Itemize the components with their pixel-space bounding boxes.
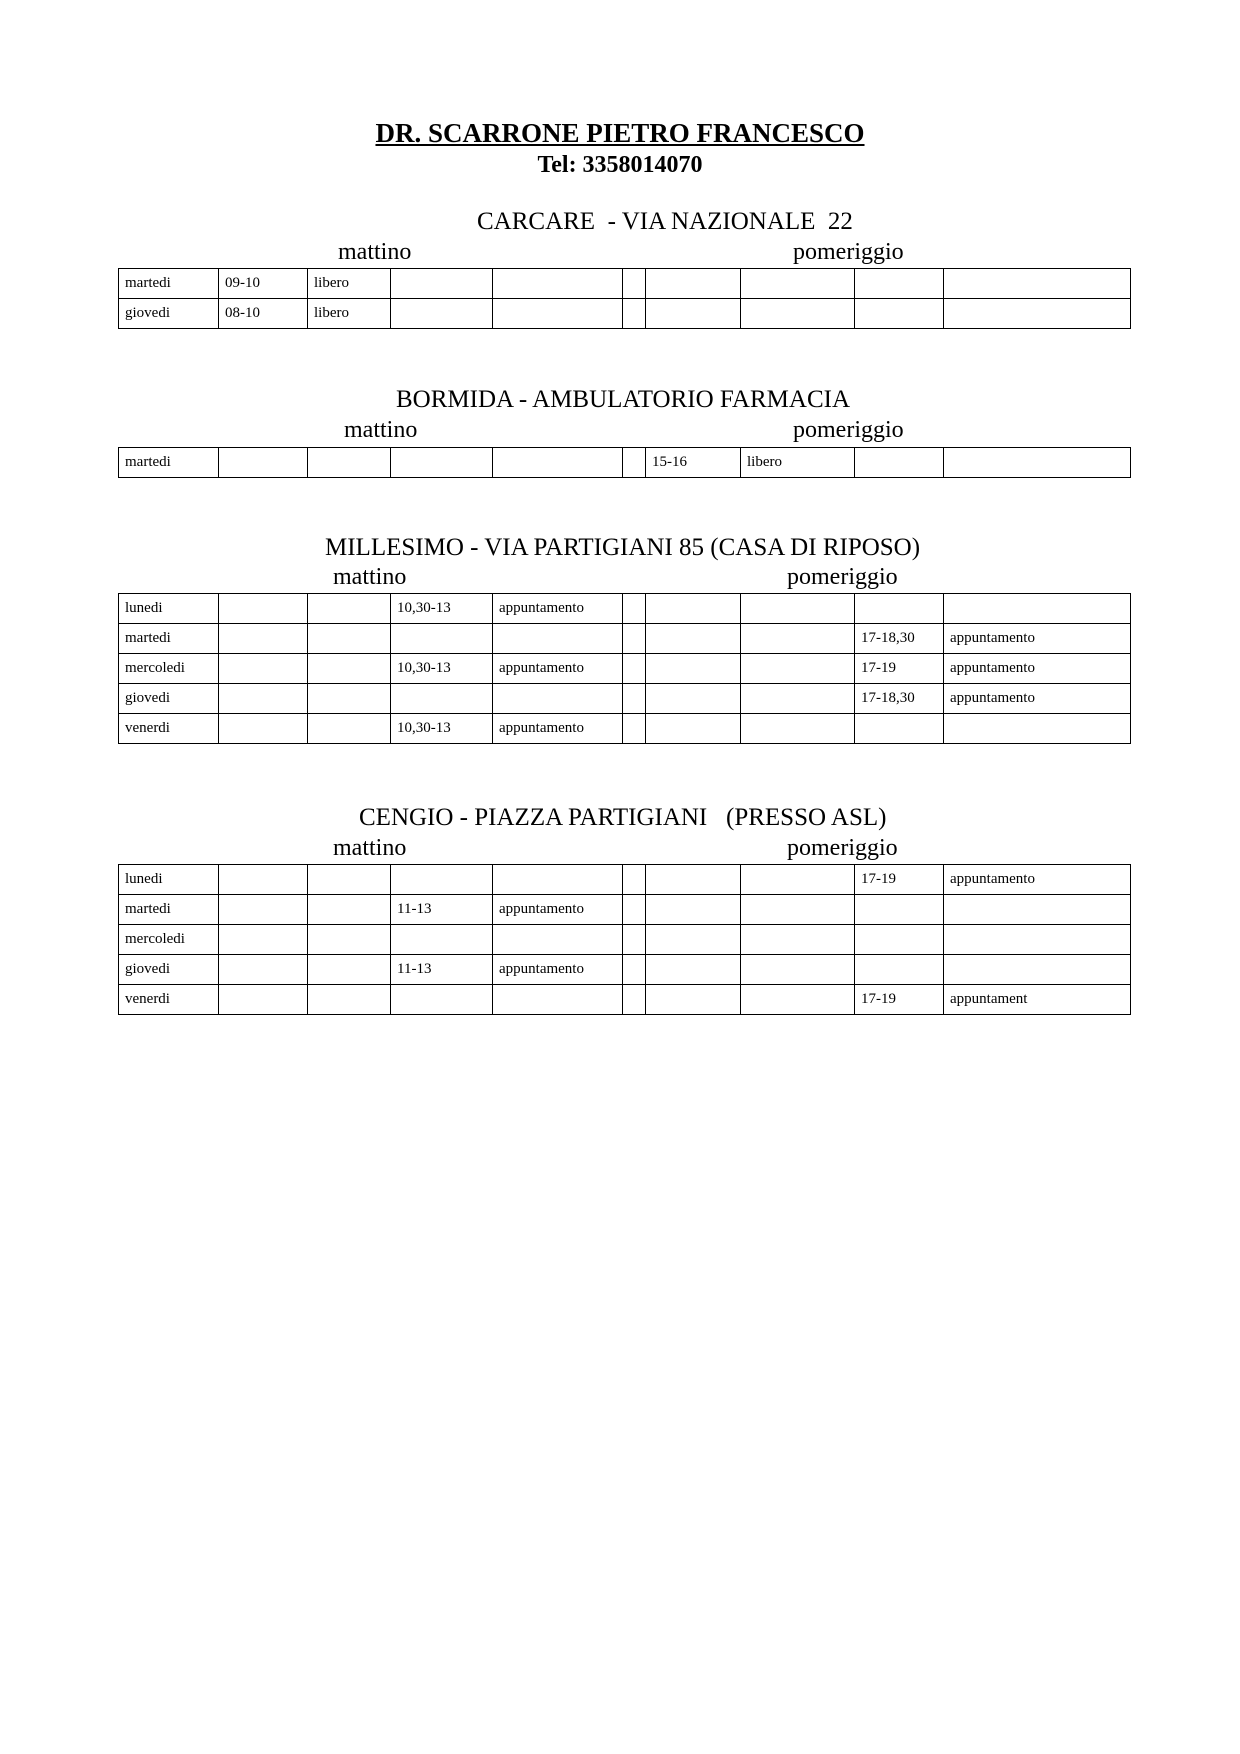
slot1-type-cell xyxy=(308,714,391,744)
table-row xyxy=(119,684,1131,714)
slot1-time-cell xyxy=(219,714,308,744)
slot1-time-cell xyxy=(219,925,308,955)
slot3-type-cell xyxy=(741,269,855,299)
slot4-type-cell: appuntamento xyxy=(944,865,1131,895)
day-cell: venerdi xyxy=(119,714,219,744)
day-cell: mercoledi xyxy=(119,654,219,684)
table-row xyxy=(119,985,1131,1015)
section-title-millesimo: MILLESIMO - VIA PARTIGIANI 85 (CASA DI RIPOSO) xyxy=(325,534,921,561)
slot4-time-cell: 17-19 xyxy=(855,654,944,684)
slot4-type-cell: appuntamento xyxy=(944,654,1131,684)
slot4-time-cell xyxy=(855,299,944,329)
table-row xyxy=(119,654,1131,684)
table-row xyxy=(119,269,1131,299)
slot4-time-cell xyxy=(855,714,944,744)
slot2-type-cell: appuntamento xyxy=(493,594,623,624)
slot1-type-cell xyxy=(308,925,391,955)
slot4-time-cell xyxy=(855,269,944,299)
slot2-time-cell: 11-13 xyxy=(391,895,493,925)
slot1-time-cell: 09-10 xyxy=(219,269,308,299)
slot3-time-cell xyxy=(646,299,741,329)
slot2-type-cell: appuntamento xyxy=(493,895,623,925)
slot1-type-cell xyxy=(308,985,391,1015)
morning-label: mattino xyxy=(338,239,412,265)
slot3-time-cell xyxy=(646,714,741,744)
spacer-cell xyxy=(623,955,646,985)
table-row xyxy=(119,299,1131,329)
slot2-type-cell xyxy=(493,624,623,654)
table-row xyxy=(119,624,1131,654)
slot3-time-cell xyxy=(646,985,741,1015)
slot2-time-cell xyxy=(391,865,493,895)
slot4-time-cell: 17-19 xyxy=(855,985,944,1015)
schedule-table-millesimo xyxy=(118,593,1131,744)
slot1-time-cell xyxy=(219,448,308,478)
phone-number: Tel: 3358014070 xyxy=(537,152,703,178)
table-row xyxy=(119,925,1131,955)
slot1-time-cell xyxy=(219,895,308,925)
slot1-time-cell xyxy=(219,985,308,1015)
slot2-time-cell: 11-13 xyxy=(391,955,493,985)
slot4-type-cell xyxy=(944,925,1131,955)
day-cell: martedi xyxy=(119,624,219,654)
slot4-type-cell: appuntament xyxy=(944,985,1131,1015)
slot3-type-cell xyxy=(741,955,855,985)
day-cell: giovedi xyxy=(119,299,219,329)
day-cell: venerdi xyxy=(119,985,219,1015)
spacer-cell xyxy=(623,448,646,478)
slot1-time-cell xyxy=(219,684,308,714)
afternoon-label: pomeriggio xyxy=(787,835,898,861)
slot1-type-cell xyxy=(308,895,391,925)
schedule-table-carcare xyxy=(118,268,1131,329)
slot1-time-cell xyxy=(219,624,308,654)
slot3-time-cell xyxy=(646,269,741,299)
slot3-type-cell xyxy=(741,624,855,654)
spacer-cell xyxy=(623,654,646,684)
spacer-cell xyxy=(623,299,646,329)
slot3-time-cell xyxy=(646,925,741,955)
spacer-cell xyxy=(623,624,646,654)
slot3-time-cell xyxy=(646,955,741,985)
slot3-time-cell xyxy=(646,594,741,624)
slot3-time-cell xyxy=(646,865,741,895)
spacer-cell xyxy=(623,269,646,299)
slot2-time-cell xyxy=(391,269,493,299)
day-cell: lunedi xyxy=(119,865,219,895)
slot4-type-cell xyxy=(944,594,1131,624)
day-cell: martedi xyxy=(119,269,219,299)
slot4-time-cell: 17-19 xyxy=(855,865,944,895)
afternoon-label: pomeriggio xyxy=(793,239,904,265)
slot2-type-cell xyxy=(493,299,623,329)
spacer-cell xyxy=(623,684,646,714)
slot2-type-cell xyxy=(493,865,623,895)
slot2-time-cell: 10,30-13 xyxy=(391,714,493,744)
table-row xyxy=(119,448,1131,478)
slot1-type-cell xyxy=(308,684,391,714)
slot3-time-cell: 15-16 xyxy=(646,448,741,478)
slot2-time-cell xyxy=(391,448,493,478)
slot4-type-cell xyxy=(944,895,1131,925)
slot4-time-cell xyxy=(855,448,944,478)
slot1-type-cell xyxy=(308,448,391,478)
spacer-cell xyxy=(623,594,646,624)
slot3-type-cell xyxy=(741,865,855,895)
schedule-table-bormida xyxy=(118,447,1131,478)
day-cell: martedi xyxy=(119,448,219,478)
slot4-time-cell: 17-18,30 xyxy=(855,624,944,654)
table-row xyxy=(119,594,1131,624)
slot4-time-cell xyxy=(855,895,944,925)
slot4-type-cell xyxy=(944,299,1131,329)
slot3-type-cell xyxy=(741,594,855,624)
slot1-time-cell xyxy=(219,865,308,895)
slot2-type-cell xyxy=(493,269,623,299)
slot1-type-cell xyxy=(308,624,391,654)
slot1-type-cell xyxy=(308,654,391,684)
slot3-type-cell xyxy=(741,985,855,1015)
slot2-type-cell xyxy=(493,985,623,1015)
slot3-time-cell xyxy=(646,654,741,684)
day-cell: martedi xyxy=(119,895,219,925)
slot3-time-cell xyxy=(646,624,741,654)
day-cell: lunedi xyxy=(119,594,219,624)
table-row xyxy=(119,865,1131,895)
slot3-type-cell xyxy=(741,714,855,744)
slot4-type-cell xyxy=(944,269,1131,299)
slot1-type-cell: libero xyxy=(308,269,391,299)
slot2-time-cell: 10,30-13 xyxy=(391,654,493,684)
table-row xyxy=(119,955,1131,985)
slot2-type-cell xyxy=(493,448,623,478)
morning-label: mattino xyxy=(344,417,418,443)
slot4-time-cell xyxy=(855,594,944,624)
slot1-time-cell xyxy=(219,594,308,624)
spacer-cell xyxy=(623,714,646,744)
spacer-cell xyxy=(623,865,646,895)
slot1-time-cell: 08-10 xyxy=(219,299,308,329)
day-cell: giovedi xyxy=(119,684,219,714)
slot4-type-cell: appuntamento xyxy=(944,624,1131,654)
slot1-type-cell: libero xyxy=(308,299,391,329)
table-row xyxy=(119,714,1131,744)
slot1-type-cell xyxy=(308,955,391,985)
slot2-type-cell xyxy=(493,684,623,714)
slot3-type-cell xyxy=(741,684,855,714)
spacer-cell xyxy=(623,985,646,1015)
morning-label: mattino xyxy=(333,835,407,861)
slot2-type-cell xyxy=(493,925,623,955)
slot4-type-cell xyxy=(944,448,1131,478)
slot1-type-cell xyxy=(308,865,391,895)
morning-label: mattino xyxy=(333,564,407,590)
slot3-type-cell xyxy=(741,925,855,955)
schedule-table-cengio xyxy=(118,864,1131,1015)
slot4-time-cell xyxy=(855,925,944,955)
section-title-carcare: CARCARE - VIA NAZIONALE 22 xyxy=(477,208,853,235)
slot1-time-cell xyxy=(219,955,308,985)
day-cell: mercoledi xyxy=(119,925,219,955)
spacer-cell xyxy=(623,895,646,925)
slot3-time-cell xyxy=(646,684,741,714)
slot4-type-cell xyxy=(944,955,1131,985)
slot2-time-cell xyxy=(391,925,493,955)
slot3-type-cell xyxy=(741,654,855,684)
slot4-time-cell xyxy=(855,955,944,985)
afternoon-label: pomeriggio xyxy=(793,417,904,443)
slot4-time-cell: 17-18,30 xyxy=(855,684,944,714)
slot2-type-cell: appuntamento xyxy=(493,955,623,985)
slot3-time-cell xyxy=(646,895,741,925)
slot2-type-cell: appuntamento xyxy=(493,714,623,744)
slot3-type-cell xyxy=(741,299,855,329)
slot3-type-cell: libero xyxy=(741,448,855,478)
slot4-type-cell xyxy=(944,714,1131,744)
slot2-time-cell xyxy=(391,299,493,329)
slot1-time-cell xyxy=(219,654,308,684)
table-row xyxy=(119,895,1131,925)
spacer-cell xyxy=(623,925,646,955)
section-title-bormida: BORMIDA - AMBULATORIO FARMACIA xyxy=(396,386,850,413)
slot2-time-cell: 10,30-13 xyxy=(391,594,493,624)
slot2-time-cell xyxy=(391,684,493,714)
afternoon-label: pomeriggio xyxy=(787,564,898,590)
day-cell: giovedi xyxy=(119,955,219,985)
slot2-type-cell: appuntamento xyxy=(493,654,623,684)
slot3-type-cell xyxy=(741,895,855,925)
slot2-time-cell xyxy=(391,624,493,654)
slot1-type-cell xyxy=(308,594,391,624)
slot2-time-cell xyxy=(391,985,493,1015)
doctor-name: DR. SCARRONE PIETRO FRANCESCO xyxy=(375,118,865,148)
slot4-type-cell: appuntamento xyxy=(944,684,1131,714)
section-title-cengio: CENGIO - PIAZZA PARTIGIANI (PRESSO ASL) xyxy=(359,804,887,831)
